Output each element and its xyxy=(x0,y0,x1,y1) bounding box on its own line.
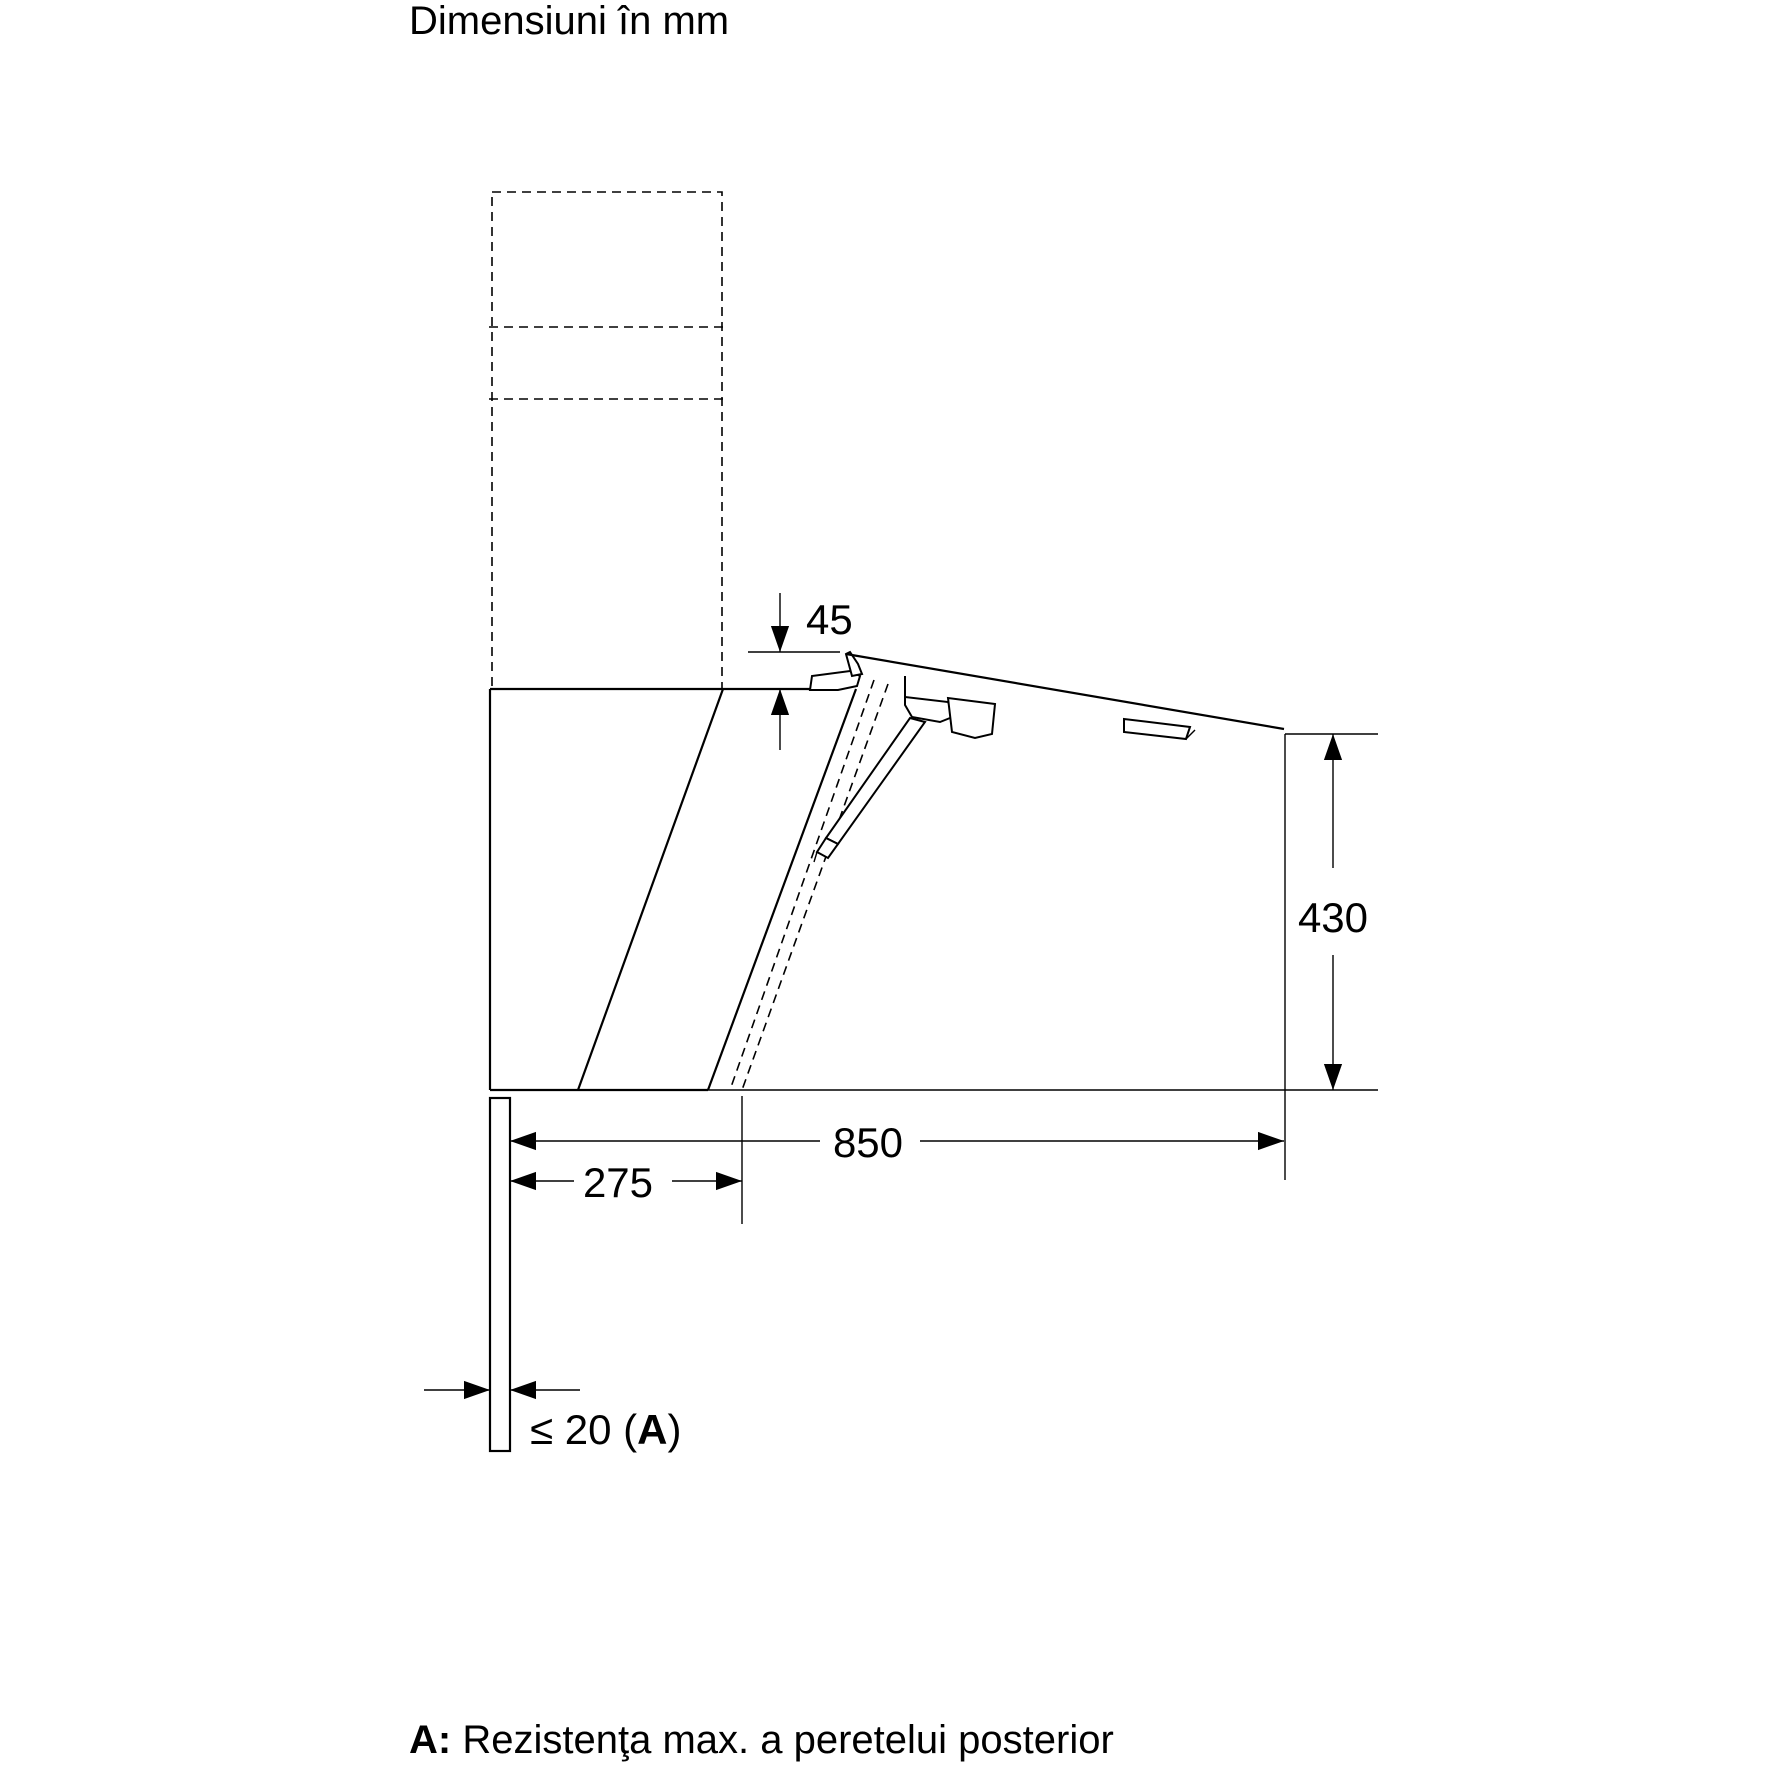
dimension-wall-offset-label: 275 xyxy=(582,1159,654,1206)
chimney-outline xyxy=(489,192,726,689)
glass-panel-open-outline xyxy=(730,680,888,1090)
dimension-top-gap xyxy=(748,593,853,750)
legend-text: Rezistenţa max. a peretelui posterior xyxy=(462,1718,1114,1762)
dimension-wall-thickness xyxy=(424,1390,681,1453)
rear-wall xyxy=(490,1098,510,1451)
dimension-top-gap-label: 45 xyxy=(806,596,853,643)
dimension-depth-label: 850 xyxy=(832,1119,904,1166)
dimension-height-label: 430 xyxy=(1297,894,1369,941)
legend-key: A: xyxy=(409,1718,452,1762)
dimension-height xyxy=(1285,734,1378,1180)
dimension-wall-thickness-label: ≤ 20 (A) xyxy=(530,1406,682,1453)
page-title: Dimensiuni în mm xyxy=(409,0,730,43)
legend-note xyxy=(409,1715,1114,1765)
hood-body xyxy=(490,689,856,1090)
hinge-mechanism xyxy=(810,652,1284,862)
dimension-wall-offset xyxy=(510,1096,742,1224)
